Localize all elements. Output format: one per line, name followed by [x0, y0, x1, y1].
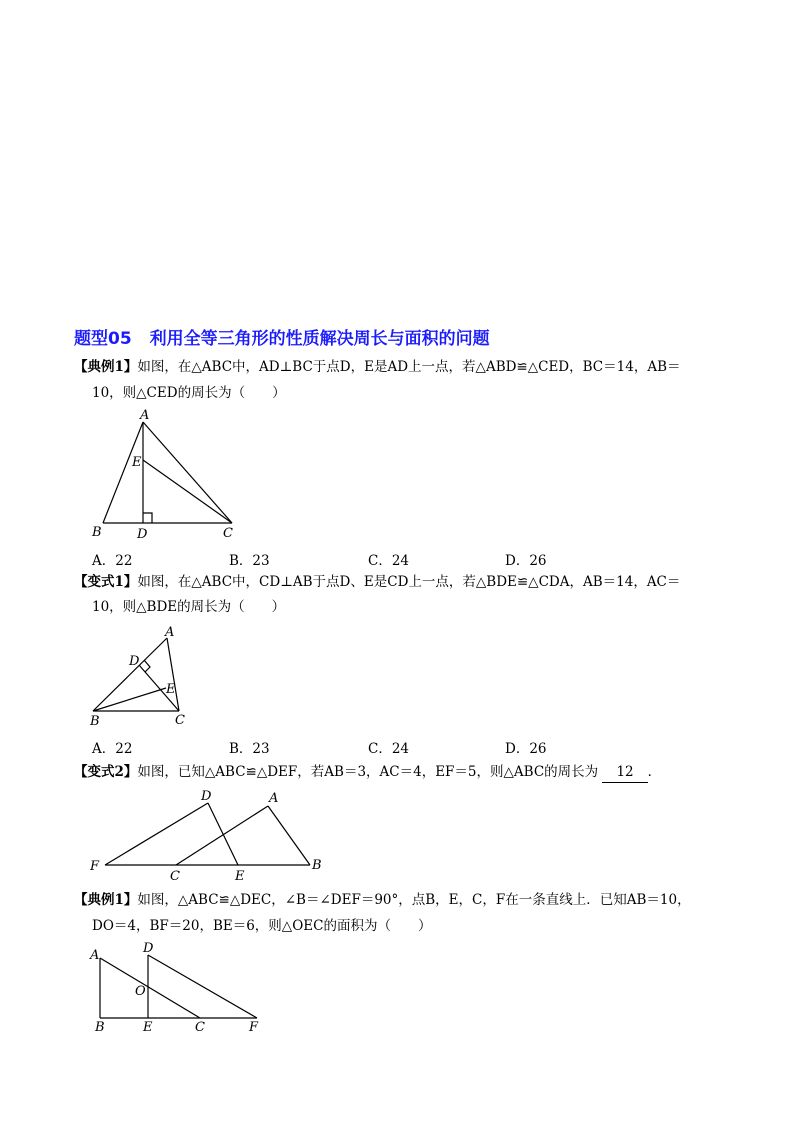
q4-text1: 如图，△ABC≌△DEC，∠B＝∠DEF＝90°，点B，E，C，F在一条直线上．已知AB＝10，	[137, 892, 691, 908]
q4-label-a: A	[90, 948, 100, 963]
q3-tag: 【变式2】	[74, 764, 138, 780]
q1-option-c: C．24	[368, 553, 410, 569]
q4-label-e: E	[143, 1020, 153, 1035]
q3-label-e: E	[235, 869, 245, 884]
q2-tag: 【变式1】	[74, 574, 138, 590]
q1-label-a: A	[140, 408, 150, 423]
q1-option-a: A．22	[92, 553, 133, 569]
section-number: 题型05	[74, 329, 132, 349]
q3-end: ．	[647, 764, 662, 780]
q3-label-f: F	[90, 859, 100, 874]
q4-label-f: F	[249, 1020, 259, 1035]
q3-label-c: C	[170, 869, 180, 884]
q2-label-d: D	[129, 654, 140, 669]
q4-label-o: O	[135, 984, 146, 999]
q4-label-b: B	[95, 1020, 105, 1035]
q4-triangles	[100, 955, 257, 1018]
q4-line2: DO＝4，BF＝20，BE＝6，则△OEC的面积为（ ）	[92, 918, 432, 934]
q2-label-a: A	[165, 625, 175, 640]
q3-label-a: A	[269, 791, 279, 806]
section-text: 利用全等三角形的性质解决周长与面积的问题	[149, 329, 490, 349]
q3-label-b: B	[312, 858, 322, 873]
q2-line2: 10，则△BDE的周长为（ ）	[92, 599, 286, 615]
q2-option-d: D．26	[505, 741, 547, 757]
q1-label-e: E	[132, 455, 142, 470]
q1-line2: 10，则△CED的周长为（ ）	[92, 385, 286, 401]
q1-tag: 【典例1】	[74, 359, 138, 375]
q3-text: 如图，已知△ABC≌△DEF，若AB＝3，AC＝4，EF＝5，则△ABC的周长为	[137, 764, 599, 780]
q2-text1: 如图，在△ABC中，CD⊥AB于点D、E是CD上一点，若△BDE≌△CDA，AB＝14，AC＝	[137, 574, 681, 590]
q3-answer-blank: 12	[602, 762, 647, 783]
q1-label-c: C	[223, 526, 233, 541]
q3-label-d: D	[201, 789, 212, 804]
q2-option-c: C．24	[368, 741, 410, 757]
q2-label-e: E	[166, 682, 176, 697]
q2-option-b: B．23	[229, 741, 270, 757]
q2-label-c: C	[175, 713, 185, 728]
q1-label-b: B	[92, 525, 102, 540]
q2-option-a: A．22	[92, 741, 133, 757]
q4-tag: 【典例1】	[74, 892, 138, 908]
q1-text1: 如图，在△ABC中，AD⊥BC于点D，E是AD上一点，若△ABD≌△CED，BC＝14，AB＝	[137, 359, 681, 375]
q4-label-d: D	[143, 941, 154, 956]
q2-label-b: B	[90, 714, 100, 729]
q1-label-d: D	[137, 527, 148, 542]
q1-option-b: B．23	[229, 553, 270, 569]
q4-label-c: C	[195, 1020, 205, 1035]
q1-option-d: D．26	[505, 553, 547, 569]
